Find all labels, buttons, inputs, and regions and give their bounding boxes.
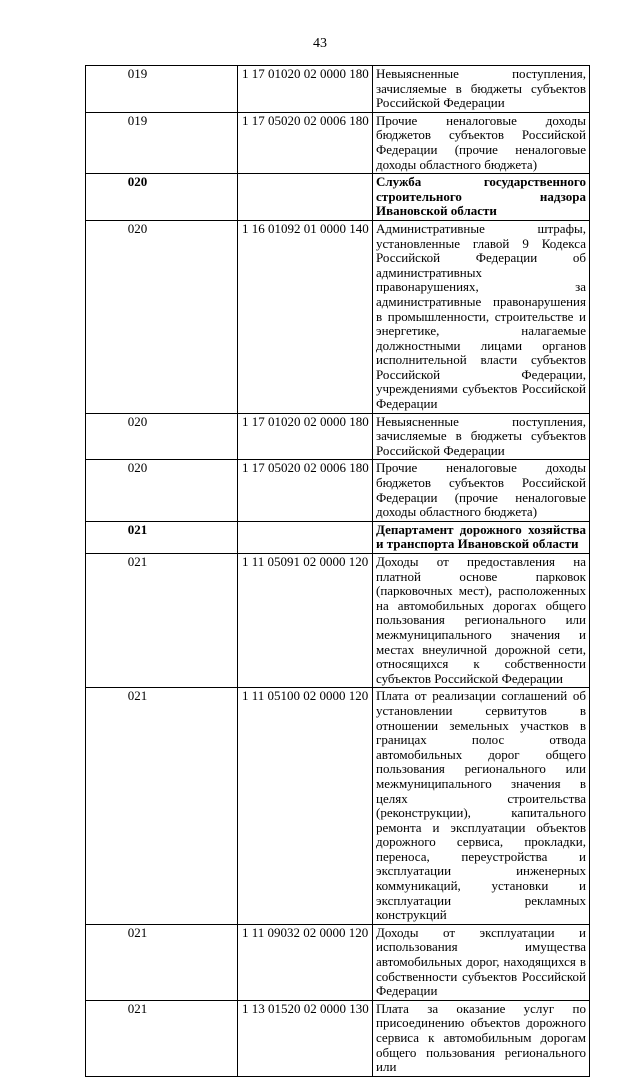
table-row	[86, 460, 590, 521]
budget-code-cell: 1 16 01092 01 0000 140	[238, 220, 373, 413]
table-row	[86, 1000, 590, 1076]
table-row	[86, 413, 590, 460]
table-row	[86, 924, 590, 1000]
description-cell: Доходы от предоставления на платной основе парковок (парковочных мест), расположенных на автомобильных дорогах общего пользования регионального или межмуниципального значения и местах внеуличной дорожной сети, относящихся к собственности субъектов Российской Федерации	[373, 554, 590, 688]
budget-code-cell	[238, 174, 373, 221]
description-cell: Прочие неналоговые доходы бюджетов субъектов Российской Федерации (прочие неналоговые доходы областного бюджета)	[373, 112, 590, 173]
description-cell: Невыясненные поступления, зачисляемые в бюджеты субъектов Российской Федерации	[373, 66, 590, 113]
page-number: 43	[313, 36, 327, 51]
admin-code-cell: 021	[86, 1000, 238, 1076]
section-header-row	[86, 521, 590, 553]
section-title-cell: Департамент дорожного хозяйства и транспорта Ивановской области	[373, 521, 590, 553]
description-cell: Плата от реализации соглашений об установлении сервитутов в отношении земельных участков в границах полос отвода автомобильных дорог общего пользования регионального или межмуниципального значения в целях строительства (реконструкции), капитального ремонта и эксплуатации объектов дорожного сервиса, прокладки, переноса, переустройства и эксплуатации инженерных коммуникаций, установки и эксплуатации рекламных конструкций	[373, 688, 590, 925]
budget-code-cell: 1 13 01520 02 0000 130	[238, 1000, 373, 1076]
description-cell: Прочие неналоговые доходы бюджетов субъектов Российской Федерации (прочие неналоговые доходы областного бюджета)	[373, 460, 590, 521]
admin-code-cell: 021	[86, 688, 238, 925]
description-cell: Плата за оказание услуг по присоединению объектов дорожного сервиса к автомобильным дорогам общего пользования регионального или	[373, 1000, 590, 1076]
admin-code-cell: 021	[86, 521, 238, 553]
admin-code-cell: 020	[86, 174, 238, 221]
table-row	[86, 220, 590, 413]
budget-code-cell: 1 17 05020 02 0006 180	[238, 112, 373, 173]
admin-code-cell: 019	[86, 66, 238, 113]
admin-code-cell: 019	[86, 112, 238, 173]
description-cell: Административные штрафы, установленные главой 9 Кодекса Российской Федерации об административных правонарушениях, за административные правонарушения в промышленности, строительстве и энергетике, налагаемые должностными лицами органов исполнительной власти субъектов Российской Федерации, учреждениями субъектов Российской Федерации	[373, 220, 590, 413]
income-codes-table	[85, 65, 590, 1077]
table-row	[86, 688, 590, 925]
budget-code-cell	[238, 521, 373, 553]
section-title-cell: Служба государственного строительного надзора Ивановской области	[373, 174, 590, 221]
budget-code-cell: 1 17 01020 02 0000 180	[238, 413, 373, 460]
admin-code-cell: 020	[86, 460, 238, 521]
table-row	[86, 112, 590, 173]
budget-code-cell: 1 17 01020 02 0000 180	[238, 66, 373, 113]
budget-code-cell: 1 11 09032 02 0000 120	[238, 924, 373, 1000]
description-cell: Невыясненные поступления, зачисляемые в бюджеты субъектов Российской Федерации	[373, 413, 590, 460]
table-row	[86, 66, 590, 113]
admin-code-cell: 020	[86, 220, 238, 413]
admin-code-cell: 020	[86, 413, 238, 460]
description-cell: Доходы от эксплуатации и использования имущества автомобильных дорог, находящихся в собственности субъектов Российской Федерации	[373, 924, 590, 1000]
budget-code-cell: 1 17 05020 02 0006 180	[238, 460, 373, 521]
budget-code-cell: 1 11 05100 02 0000 120	[238, 688, 373, 925]
table-row	[86, 554, 590, 688]
admin-code-cell: 021	[86, 924, 238, 1000]
admin-code-cell: 021	[86, 554, 238, 688]
budget-code-cell: 1 11 05091 02 0000 120	[238, 554, 373, 688]
section-header-row	[86, 174, 590, 221]
